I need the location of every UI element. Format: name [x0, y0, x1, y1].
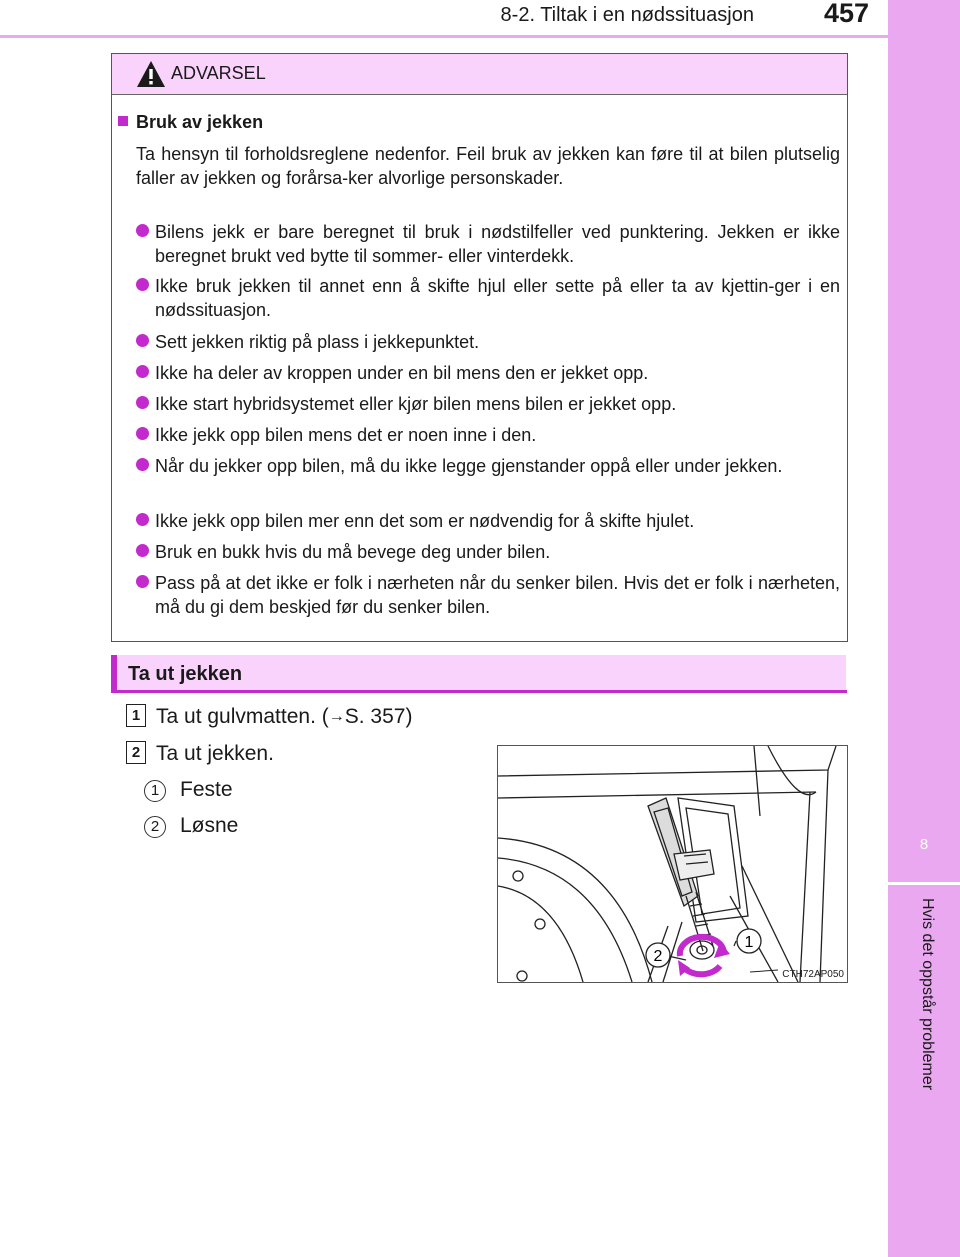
warning-bullet	[136, 423, 840, 447]
arrow-right-icon: →	[328, 708, 345, 725]
round-bullet-icon	[136, 365, 149, 378]
round-bullet-icon	[136, 278, 149, 291]
step-text: Ta ut jekken.	[156, 742, 274, 765]
warning-bullet	[136, 509, 840, 533]
warning-title: ADVARSEL	[171, 63, 266, 83]
warning-bullet	[136, 220, 840, 268]
jack-drawing	[498, 746, 847, 982]
warning-bullet	[136, 330, 840, 354]
warning-header	[112, 54, 847, 95]
square-bullet-icon	[118, 116, 128, 126]
round-bullet-icon	[136, 513, 149, 526]
warning-intro: Ta hensyn til forholdsreglene nedenfor. Feil bruk av jekken kan føre til at bilen plutselig faller av jekken og forårsa-ker alvorlige personskader.	[136, 144, 840, 188]
substep-number-circle: 2	[144, 816, 166, 838]
section-heading-rule	[111, 690, 847, 693]
section-header-title: 8-2. Tiltak i en nødssituasjon	[500, 4, 754, 26]
illustration-code: CTH72AP050	[782, 969, 844, 980]
warning-box	[111, 53, 848, 642]
warning-bullet-text: Når du jekker opp bilen, må du ikke legge gjenstander oppå eller under jekken.	[155, 456, 783, 476]
section-heading-bar	[111, 655, 117, 690]
step-text	[156, 705, 412, 729]
round-bullet-icon	[136, 458, 149, 471]
step-number-box: 2	[126, 741, 146, 764]
chapter-separator	[888, 882, 960, 885]
step-number-box: 1	[126, 704, 146, 727]
warning-bullet	[136, 454, 840, 478]
warning-bullet-text: Ikke ha deler av kroppen under en bil mens den er jekket opp.	[155, 363, 649, 383]
substep-text: Feste	[180, 778, 233, 801]
substep-number-circle: 1	[144, 780, 166, 802]
page-number: 457	[824, 0, 870, 28]
chapter-number: 8	[919, 836, 929, 853]
warning-section-label: Bruk av jekken	[136, 112, 264, 132]
callout-1: 1	[744, 934, 754, 951]
warning-bullet-text: Bruk en bukk hvis du må bevege deg under bilen.	[155, 542, 551, 562]
callout-2: 2	[653, 948, 663, 965]
warning-bullet-text: Ikke jekk opp bilen mer enn det som er nødvendig for å skifte hjulet.	[155, 511, 695, 531]
warning-bullet-text: Sett jekken riktig på plass i jekkepunktet.	[155, 332, 480, 352]
warning-bullet	[136, 571, 840, 619]
round-bullet-icon	[136, 427, 149, 440]
warning-bullet	[136, 274, 840, 322]
round-bullet-icon	[136, 544, 149, 557]
section-title: Ta ut jekken	[128, 663, 243, 685]
substep-text: Løsne	[180, 814, 239, 837]
warning-bullet-text: Ikke start hybridsystemet eller kjør bilen mens bilen er jekket opp.	[155, 394, 677, 414]
warning-bullet	[136, 392, 840, 416]
warning-bullet	[136, 540, 840, 564]
warning-bullet-text: Bilens jekk er bare beregnet til bruk i nødstilfeller ved punktering. Jekken er ikke beregnet brukt ved bytte til sommer- eller vinterdekk.	[155, 222, 840, 266]
warning-section-heading	[118, 112, 263, 133]
round-bullet-icon	[136, 396, 149, 409]
header-rule	[0, 35, 888, 38]
chapter-title: Hvis det oppstår problemer	[919, 898, 936, 1091]
warning-bullet-text: Pass på at det ikke er folk i nærheten når du senker bilen. Hvis det er folk i nærheten, må du gi dem beskjed før du senker bilen.	[155, 573, 840, 617]
round-bullet-icon	[136, 575, 149, 588]
warning-bullet-text: Ikke jekk opp bilen mens det er noen inne i den.	[155, 425, 537, 445]
step-text-prefix: Ta ut gulvmatten. (	[156, 705, 329, 728]
jack-illustration	[497, 745, 848, 983]
round-bullet-icon	[136, 334, 149, 347]
round-bullet-icon	[136, 224, 149, 237]
warning-triangle-icon	[136, 60, 166, 88]
page-reference-link[interactable]: S. 357)	[344, 705, 413, 728]
warning-bullet	[136, 361, 840, 385]
warning-bullet-text: Ikke bruk jekken til annet enn å skifte hjul eller sette på eller ta av kjettin-ger i en nødssituasjon.	[155, 276, 840, 320]
